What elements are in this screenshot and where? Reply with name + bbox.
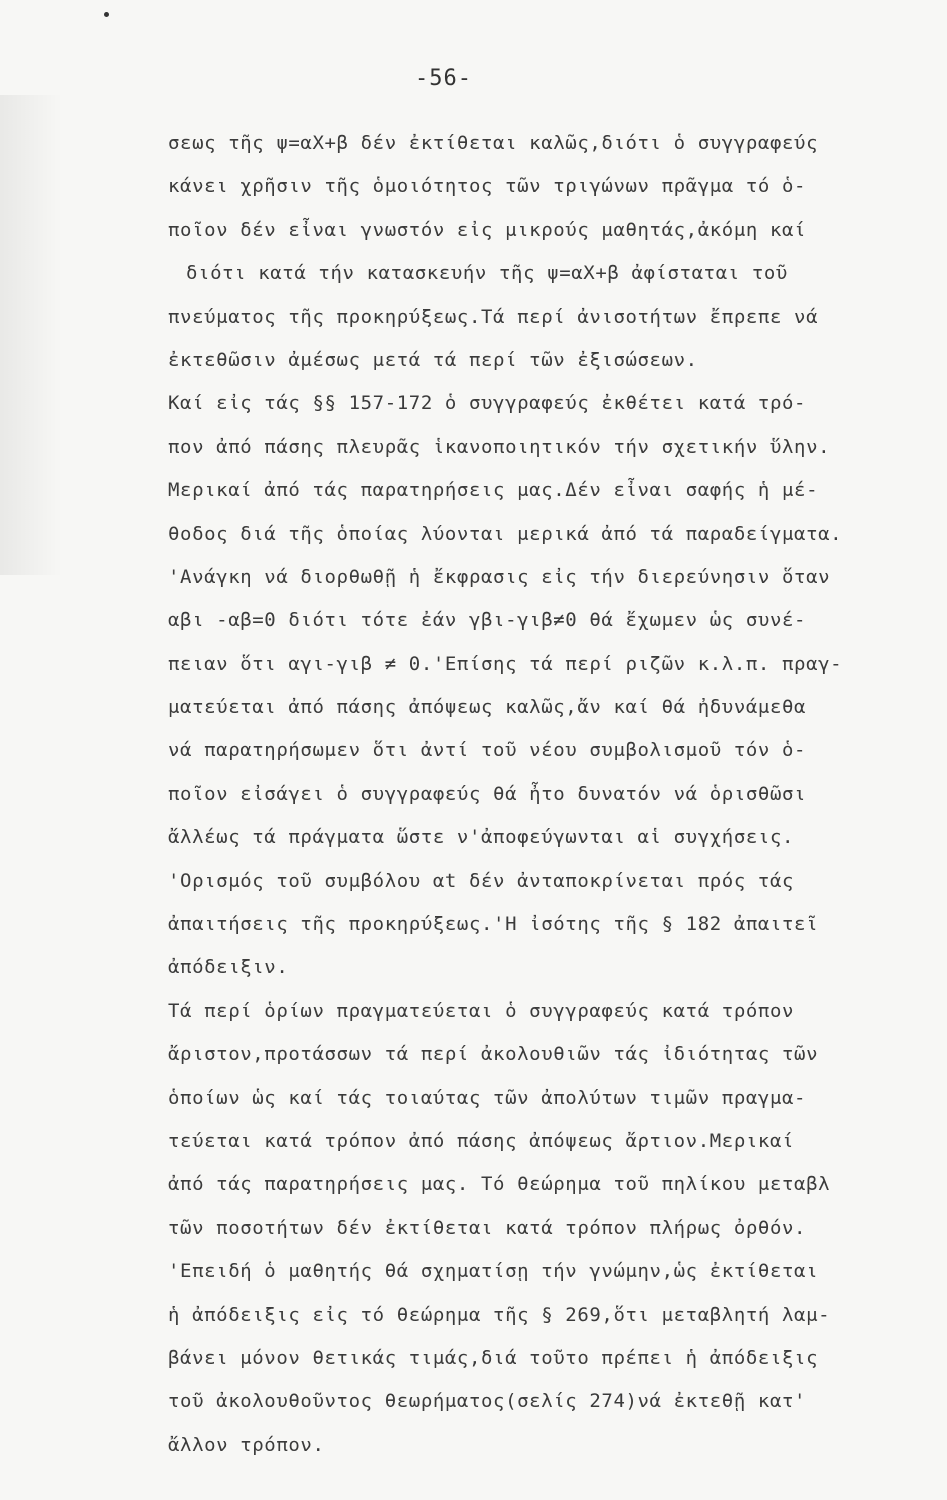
text-line: βάνει μόνον θετικάς τιμάς,διά τοῦτο πρέπει ἡ ἀπόδειξις — [168, 1346, 819, 1369]
text-line: 'Ορισμός τοῦ συμβόλου αt δέν ἀνταποκρίνεται πρός τάς — [168, 869, 795, 892]
scan-speck — [104, 12, 109, 17]
text-line: διότι κατά τήν κατασκευήν τῆς ψ=αΧ+β ἀφίσταται τοῦ — [186, 262, 788, 285]
text-line: ποῖον δέν εἶναι γνωστόν εἰς μικρούς μαθητάς,ἀκόμη καί — [168, 218, 807, 241]
text-line: τοῦ ἀκολουθοῦντος θεωρήματος(σελίς 274)νά ἐκτεθῇ κατ' — [168, 1390, 807, 1413]
text-line: πνεύματος τῆς προκηρύξεως.Τά περί ἀνισοτήτων ἔπρεπε νά — [168, 305, 819, 328]
text-line: ματεύεται ἀπό πάσης ἀπόψεως καλῶς,ἄν καί θά ἠδυνάμεθα — [168, 696, 807, 719]
text-line: θοδος διά τῆς ὁποίας λύονται μερικά ἀπό τά παραδείγματα. — [168, 522, 843, 545]
text-line: πον ἀπό πάσης πλευρᾶς ἱκανοποιητικόν τήν σχετικήν ὕλην. — [168, 435, 831, 458]
text-line: τῶν ποσοτήτων δέν ἐκτίθεται κατά τρόπον πλήρως ὀρθόν. — [168, 1216, 807, 1239]
text-line: ἀπόδειξιν. — [168, 956, 289, 979]
text-line: Μερικαί ἀπό τάς παρατηρήσεις μας.Δέν εἶναι σαφής ἡ μέ- — [168, 479, 819, 502]
text-line: ἄλλον τρόπον. — [168, 1433, 325, 1456]
text-line: νά παρατηρήσωμεν ὅτι ἀντί τοῦ νέου συμβολισμοῦ τόν ὁ- — [168, 739, 807, 762]
text-line: ἡ ἀπόδειξις εἰς τό θεώρημα τῆς § 269,ὅτι μεταβλητή λαμ- — [168, 1303, 831, 1326]
text-line: κάνει χρῆσιν τῆς ὁμοιότητος τῶν τριγώνων πρᾶγμα τό ὁ- — [168, 175, 807, 198]
text-line: αβι -αβ=0 διότι τότε ἐάν γβι-γιβ≠0 θά ἔχωμεν ὡς συνέ- — [168, 609, 807, 632]
document-body — [168, 122, 908, 1467]
text-line: τεύεται κατά τρόπον ἀπό πάσης ἀπόψεως ἄρτιον.Μερικαί — [168, 1129, 795, 1152]
text-line: ἀπό τάς παρατηρήσεις μας. Τό θεώρημα τοῦ πηλίκου μεταβλ — [168, 1173, 831, 1196]
text-line: 'Επειδή ὁ μαθητής θά σχηματίσῃ τήν γνώμην,ὡς ἐκτίθεται — [168, 1260, 819, 1283]
text-line: Τά περί ὁρίων πραγματεύεται ὁ συγγραφεύς κατά τρόπον — [168, 999, 795, 1022]
text-line: σεως τῆς ψ=αΧ+β δέν ἐκτίθεται καλῶς,διότι ὁ συγγραφεύς — [168, 132, 819, 154]
scan-edge-shadow — [0, 95, 62, 575]
text-line: ἀπαιτήσεις τῆς προκηρύξεως.'Η ἰσότης τῆς § 182 ἀπαιτεῖ — [168, 913, 819, 936]
text-line: ἄριστον,προτάσσων τά περί ἀκολουθιῶν τάς ἰδιότητας τῶν — [168, 1043, 819, 1066]
text-line: ποῖον εἰσάγει ὁ συγγραφεύς θά ἦτο δυνατόν νά ὁρισθῶσι — [168, 782, 807, 805]
text-line: ἄλλέως τά πράγματα ὥστε ν'ἀποφεύγωνται αἱ συγχήσεις. — [168, 826, 795, 849]
text-line: ἐκτεθῶσιν ἀμέσως μετά τά περί τῶν ἐξισώσεων. — [168, 348, 698, 371]
text-line: 'Ανάγκη νά διορθωθῇ ἡ ἔκφρασις εἰς τήν διερεύνησιν ὅταν — [168, 565, 831, 588]
text-line: Καί εἰς τάς §§ 157-172 ὁ συγγραφεύς ἐκθέτει κατά τρό- — [168, 392, 807, 415]
text-line: ὁποίων ὡς καί τάς τοιαύτας τῶν ἀπολύτων τιμῶν πραγμα- — [168, 1086, 807, 1109]
page-number: -56- — [415, 66, 472, 91]
text-line: πειαν ὅτι αγι-γιβ ≠ 0.'Επίσης τά περί ριζῶν κ.λ.π. πραγ- — [168, 652, 843, 675]
